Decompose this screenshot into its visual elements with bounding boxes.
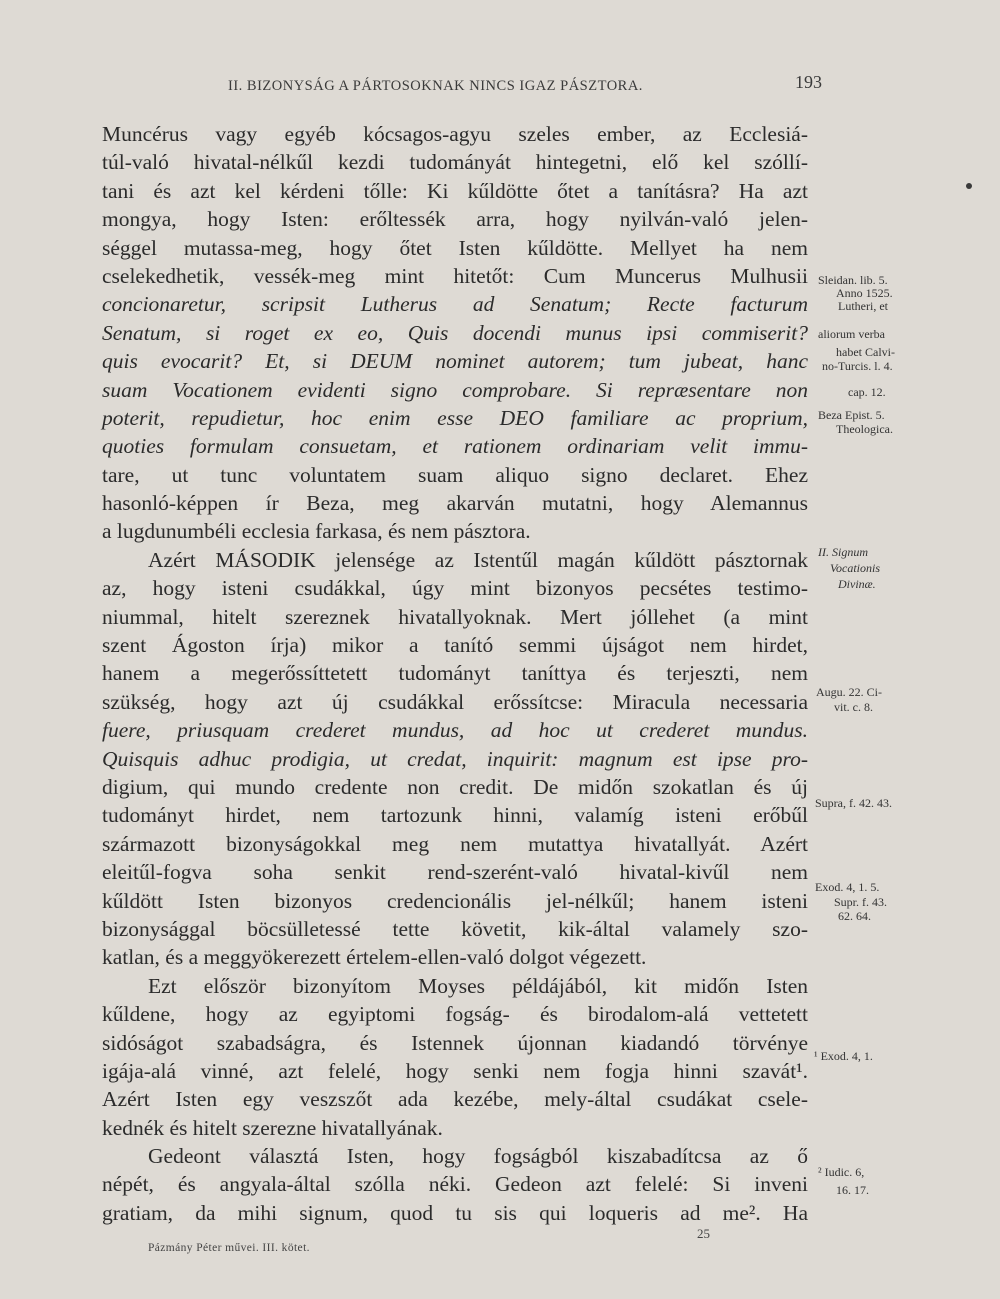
text-line: niummal, hitelt szereznek hivatallyoknak. Mert jóllehet (a mint — [102, 604, 808, 629]
ink-speck — [966, 183, 972, 189]
text-line: szükség, hogy azt új csudákkal erőssítcse: Miracula necessaria — [102, 689, 808, 714]
text-line: concionaretur, scripsit Lutherus ad Senatum; Recte facturum — [102, 292, 808, 317]
text-line: poterit, repudietur, hoc enim esse DEO familiare ac proprium, — [102, 405, 808, 430]
margin-note: 16. 17. — [836, 1183, 869, 1197]
text-line: Muncérus vagy egyéb kócsagos-agyu szeles ember, az Ecclesiá- — [102, 122, 808, 146]
text-line: szent Ágoston írja) mikor a tanító semmi újságot nem hirdet, — [102, 633, 808, 658]
text-line: tudományt hirdet, nem tartozunk hinni, valamíg isteni erőbűl — [102, 803, 808, 828]
text-line: Quisquis adhuc prodigia, ut credat, inquirit: magnum est ipse pro- — [102, 746, 808, 771]
margin-note: aliorum verba — [818, 327, 885, 341]
margin-note: Supra, f. 42. 43. — [815, 796, 892, 810]
text-line: séggel mutassa-meg, hogy őtet Isten kűldötte. Mellyet ha nem — [102, 235, 808, 260]
text-line: gratiam, da mihi signum, quod tu sis qui loqueris ad me². Ha — [102, 1200, 808, 1225]
text-line: kednék és hitelt szerezne hivatallyának. — [102, 1115, 443, 1140]
text-line: az, hogy isteni csudákkal, úgy mint bizonyos pecsétes testimo- — [102, 576, 808, 601]
text-line: eleitűl-fogva soha senkit rend-szerént-való hivatal-kivűl nem — [102, 860, 808, 885]
margin-note: cap. 12. — [848, 385, 886, 399]
margin-note: Sleidan. lib. 5. — [818, 273, 888, 287]
text-line: tani és azt kel kérdeni tőlle: Ki kűldötte őtet a tanításra? Ha azt — [102, 178, 808, 203]
text-line: túl-való hivatal-nélkűl kezdi tudományát hintegetni, elő kel szóllí- — [102, 150, 808, 175]
margin-note: Theologica. — [836, 422, 893, 436]
text-line: Senatum, si roget ex eo, Quis docendi munus ipsi commiserit? — [102, 320, 808, 345]
margin-note: Beza Epist. 5. — [818, 408, 885, 422]
page-number: 193 — [795, 72, 822, 92]
text-line: Azért Isten egy veszszőt ada kezébe, mely-által csudákat csele- — [102, 1087, 808, 1112]
margin-note: ² Iudic. 6, — [818, 1165, 865, 1179]
margin-note: no-Turcis. l. 4. — [822, 359, 893, 373]
margin-note: habet Calvi- — [836, 345, 895, 359]
text-line: mongya, hogy Isten: erőltessék arra, hogy nyilván-való jelen- — [102, 207, 808, 232]
signature-number: 25 — [697, 1226, 710, 1241]
margin-note: Exod. 4, 1. 5. — [815, 880, 880, 894]
margin-note: Anno 1525. — [836, 286, 893, 300]
text-line: kűldött Isten bizonyos credencionális jel-nélkűl; hanem isteni — [102, 888, 808, 913]
margin-note: Lutheri, et — [838, 299, 888, 313]
text-line: hanem a megerőssíttetett tudományt taníttya és terjeszti, nem — [102, 661, 808, 686]
text-line: cselekedhetik, vessék-meg mint hitetőt: Cum Muncerus Mulhusii — [102, 263, 808, 288]
margin-note: vit. c. 8. — [834, 700, 873, 714]
text-line: a lugdunumbéli ecclesia farkasa, és nem pásztora. — [102, 519, 531, 544]
margin-note: 62. 64. — [838, 909, 871, 923]
running-title: II. BIZONYSÁG A PÁRTOSOKNAK NINCS IGAZ PÁSZTORA. — [228, 78, 643, 94]
text-line: quoties formulam consuetam, et rationem ordinariam velit immu- — [102, 434, 808, 459]
margin-note: II. Signum — [818, 545, 868, 559]
text-line: igája-alá vinné, azt felelé, hogy senki nem fogja hinni szavát¹. — [102, 1058, 808, 1083]
text-line: hasonló-képpen ír Beza, meg akarván mutatni, hogy Alemannus — [102, 491, 808, 516]
margin-note: Divinæ. — [838, 577, 876, 591]
text-line: tare, ut tunc voluntatem suam aliquo signo declaret. Ehez — [102, 462, 808, 487]
margin-note: Supr. f. 43. — [834, 895, 888, 909]
text-line: suam Vocationem evidenti signo comprobare. Si repræsentare non — [102, 377, 808, 402]
text-line: katlan, és a meggyökerezett értelem-ellen-való dolgot végezett. — [102, 945, 647, 970]
page-footer: Pázmány Péter művei. III. kötet. — [148, 1242, 310, 1254]
text-line: fuere, priusquam crederet mundus, ad hoc ut crederet mundus. — [102, 718, 808, 743]
text-line: népét, és angyala-által szólla néki. Gedeon azt felelé: Si inveni — [102, 1172, 808, 1197]
text-line: kűldene, hogy az egyiptomi fogság- és birodalom-alá vettetett — [102, 1002, 808, 1027]
margin-note: Vocationis — [830, 561, 880, 575]
text-line: digium, qui mundo credente non credit. De midőn szokatlan és új — [102, 774, 808, 799]
text-line: Gedeont választá Isten, hogy fogságból kiszabadítcsa az ő — [148, 1144, 808, 1169]
text-line: származott bizonyságokkal meg nem mutattya hivatallyát. Azért — [102, 831, 808, 856]
text-line: bizonysággal böcsülletessé tette követit, kik-által valamely szo- — [102, 916, 808, 941]
margin-note: Augu. 22. Ci- — [816, 685, 882, 699]
text-line: Azért MÁSODIK jelensége az Istentűl magán kűldött pásztornak — [148, 547, 808, 572]
text-line: quis evocarit? Et, si DEUM nominet autorem; tum jubeat, hanc — [102, 349, 808, 374]
text-line: sidóságot szabadságra, és Istennek újonnan kiadandó törvénye — [102, 1030, 808, 1055]
margin-note: ¹ Exod. 4, 1. — [814, 1049, 873, 1063]
text-line: Ezt először bizonyítom Moyses példájából, kit midőn Isten — [148, 973, 808, 998]
